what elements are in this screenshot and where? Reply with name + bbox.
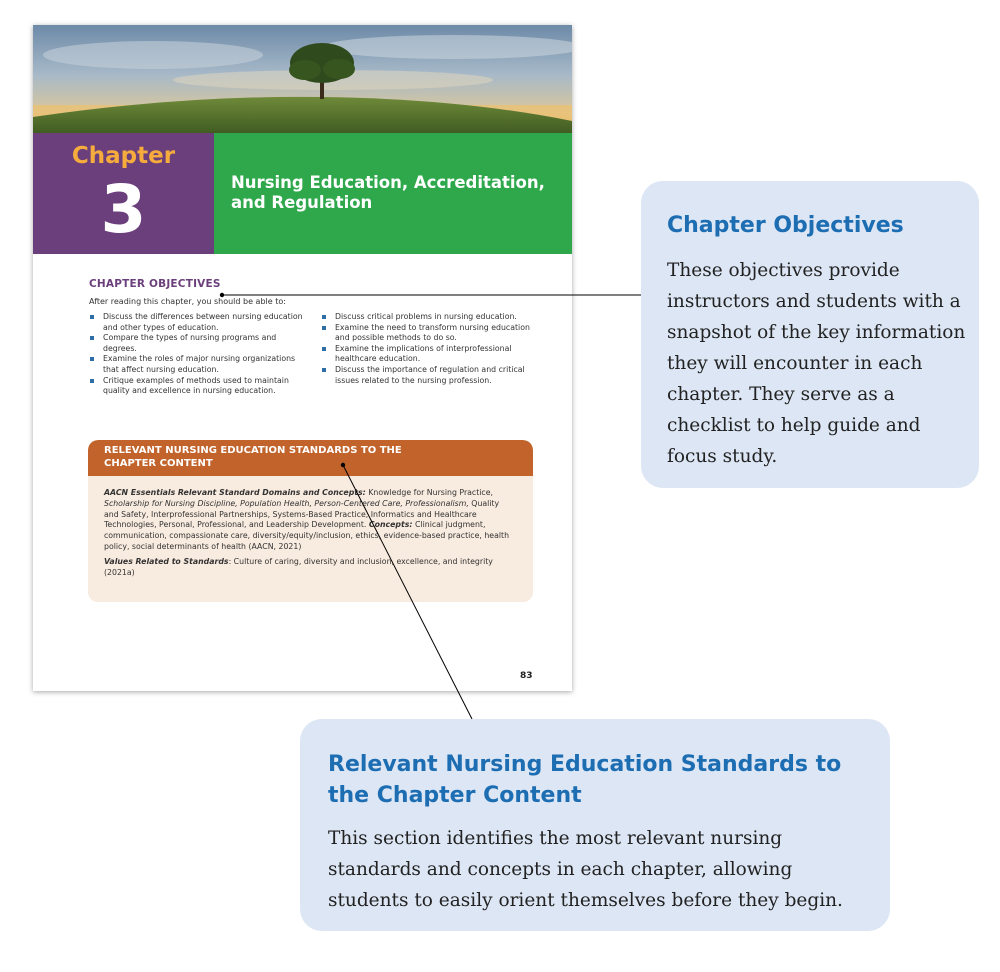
values-label: Values Related to Standards [104,556,229,566]
objective-item: Discuss the importance of regulation and critical issues related to the nursing profession. [321,365,541,386]
standards-leader-line [343,465,472,719]
objectives-heading: CHAPTER OBJECTIVES [89,278,221,290]
callout-body: This section identifies the most relevant nursing standards and concepts in each chapter, allowing students to easily orient themselves before they begin. [328,828,843,911]
standards-leader-dot [341,463,345,467]
objective-item: Critique examples of methods used to maintain quality and excellence in nursing education. [89,376,304,397]
objective-item: Examine the implications of interprofessional healthcare education. [321,344,541,365]
chapter-title: Nursing Education, Accreditation, and Regulation [231,173,545,212]
aacn-label: AACN Essentials Relevant Standard Domains and Concepts: [104,488,366,497]
callout-objectives [641,181,979,488]
callout-title: Relevant Nursing Education Standards to the Chapter Content [328,752,842,808]
objective-item: Compare the types of nursing programs and degrees. [89,333,304,354]
concepts-label: Concepts: [368,520,413,530]
objective-item: Discuss the differences between nursing education and other types of education. [89,312,304,333]
chapter-number: 3 [100,171,147,248]
page-number: 83 [520,671,533,681]
callout-body: These objectives provide instructors and students with a snapshot of the key information they will encounter in each chapter. They serve as a checklist to help guide and focus study. [667,260,966,467]
values-text: : Culture of caring, diversity and inclusion, excellence, and integrity (2021a) [104,556,493,577]
concepts-text: Clinical judgment, communication, compassionate care, diversity/equity/inclusion, ethics, evidence-based practice, health policy, social determinants of health (AACN, 2021) [104,520,510,551]
aacn-text-2: Quality and Safety, Interprofessional Partnerships, Systems-Based Practice, Informatics and Healthcare Technologies, Personal, Professional, and Leadership Development. [104,498,500,530]
objective-item: Examine the roles of major nursing organizations that affect nursing education. [89,354,304,375]
aacn-italic: Scholarship for Nursing Discipline, Population Health, Person-Centered Care, Professionalism, [104,498,469,508]
standards-header-text: RELEVANT NURSING EDUCATION STANDARDS TO THE CHAPTER CONTENT [104,445,402,469]
chapter-label: Chapter [71,143,176,169]
objective-item: Examine the need to transform nursing education and possible methods to do so. [321,323,541,344]
callout-title: Chapter Objectives [667,213,904,238]
objectives-leader-dot [220,293,224,297]
callout-standards [300,719,890,931]
objectives-intro: After reading this chapter, you should be able to: [89,297,286,306]
aacn-text: Knowledge for Nursing Practice, [365,488,493,497]
objective-item: Discuss critical problems in nursing education. [321,312,541,323]
